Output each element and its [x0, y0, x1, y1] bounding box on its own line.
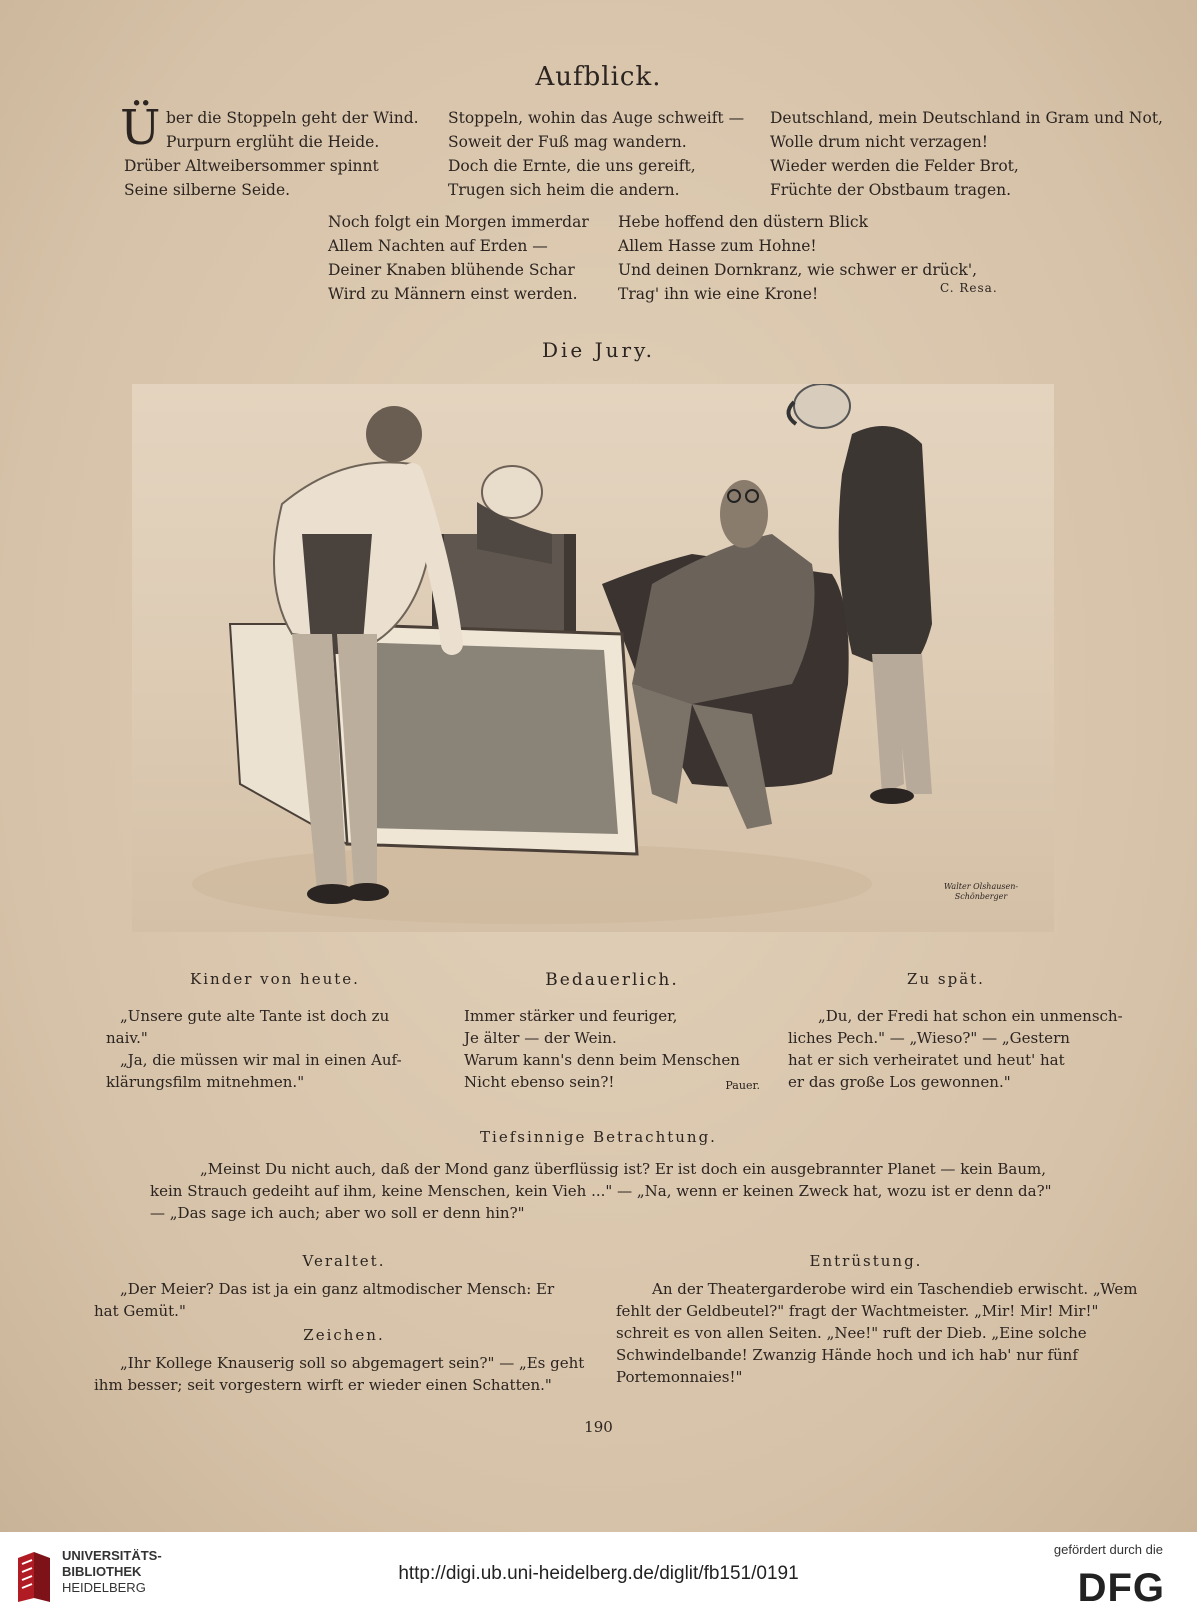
funded-by-label: gefördert durch die	[1053, 1542, 1163, 1557]
cartoon-title: Die Jury.	[541, 338, 656, 362]
verse-line: ber die Stoppeln geht der Wind.	[166, 109, 419, 127]
verse-line: Wolle drum nicht verzagen!	[770, 133, 988, 151]
text-line: klärungsfilm mitnehmen."	[106, 1073, 305, 1091]
text-line: naiv."	[106, 1029, 148, 1047]
library-line-2: BIBLIOTHEK	[62, 1564, 142, 1579]
verse-line: Allem Hasse zum Hohne!	[618, 237, 817, 255]
text-line: Immer stärker und feuriger,	[464, 1007, 678, 1025]
text-line: ihm besser; seit vorgestern wirft er wieder einen Schatten."	[94, 1376, 552, 1394]
text-line: An der Theatergarderobe wird ein Taschendieb erwischt. „Wem	[652, 1280, 1138, 1298]
text-line: „Unsere gute alte Tante ist doch zu	[120, 1007, 390, 1025]
verse-line: Wird zu Männern einst werden.	[328, 285, 578, 303]
text-line: Warum kann's denn beim Menschen	[464, 1051, 740, 1069]
verse-line: Trugen sich heim die andern.	[448, 181, 680, 199]
poem-stanza-4	[328, 210, 589, 306]
text-line: kein Strauch gedeiht auf ihm, keine Menschen, kein Vieh ..." — „Na, wenn er keinen Zweck hat, wozu ist er denn da?"	[150, 1182, 1052, 1200]
dfg-logo: DFG	[1077, 1566, 1165, 1610]
zeichen-title: Zeichen.	[303, 1326, 385, 1344]
text-line: fehlt der Geldbeutel?" fragt der Wachtmeister. „Mir! Mir! Mir!"	[616, 1302, 1099, 1320]
footer-bar	[0, 1532, 1197, 1622]
library-line-1: UNIVERSITÄTS-	[62, 1548, 162, 1563]
verse-line: Trag' ihn wie eine Krone!	[618, 285, 819, 303]
text-line: „Meinst Du nicht auch, daß der Mond ganz überflüssig ist? Er ist doch ein ausgebrannter Planet — kein Baum,	[200, 1160, 1046, 1178]
poem-stanza-1	[124, 106, 419, 202]
zeichen-text	[94, 1352, 594, 1396]
text-line: „Ja, die müssen wir mal in einen Auf-	[120, 1051, 402, 1069]
verse-line: Seine silberne Seide.	[124, 181, 291, 199]
poem-author: C. Resa.	[940, 281, 998, 295]
veraltet-title: Veraltet.	[302, 1252, 386, 1270]
text-line: Je älter — der Wein.	[464, 1029, 617, 1047]
verse-line: Purpurn erglüht die Heide.	[166, 133, 380, 151]
kinder-text	[106, 1005, 444, 1093]
cartoon-drawing	[132, 384, 1054, 932]
text-line: „Der Meier? Das ist ja ein ganz altmodischer Mensch: Er	[120, 1280, 555, 1298]
bedauerlich-text	[464, 1005, 760, 1093]
document-url-link[interactable]: http://digi.ub.uni-heidelberg.de/diglit/fb151/0191	[398, 1563, 799, 1584]
verse-line: Hebe hoffend den düstern Blick	[618, 213, 869, 231]
verse-line: Deiner Knaben blühende Schar	[328, 261, 575, 279]
text-line: „Du, der Fredi hat schon ein unmensch-	[818, 1007, 1123, 1025]
poem-stanza-5	[618, 210, 977, 306]
text-line: hat Gemüt."	[94, 1302, 186, 1320]
verse-line: Noch folgt ein Morgen immerdar	[328, 213, 589, 231]
poem-dropcap: Ü	[120, 100, 161, 156]
tiefsinnige-title: Tiefsinnige Betrachtung.	[480, 1128, 717, 1146]
kinder-title: Kinder von heute.	[190, 970, 360, 988]
artist-signature: Walter Olshausen-Schönberger	[943, 882, 1019, 901]
text-line: hat er sich verheiratet und heut' hat	[788, 1051, 1065, 1069]
entruestung-text	[616, 1278, 1138, 1388]
poem-title: Aufblick.	[535, 62, 662, 92]
text-line: liches Pech." — „Wieso?" — „Gestern	[788, 1029, 1070, 1047]
verse-line: Wieder werden die Felder Brot,	[770, 157, 1019, 175]
text-line: „Ihr Kollege Knauserig soll so abgemagert sein?" — „Es geht	[120, 1354, 585, 1372]
poem-stanza-3	[770, 106, 1163, 202]
verse-line: Doch die Ernte, die uns gereift,	[448, 157, 696, 175]
text-line: schreit es von allen Seiten. „Nee!" ruft der Dieb. „Eine solche	[616, 1324, 1087, 1342]
verse-line: Früchte der Obstbaum tragen.	[770, 181, 1012, 199]
entruestung-title: Entrüstung.	[809, 1252, 923, 1270]
verse-line: Stoppeln, wohin das Auge schweift —	[448, 109, 745, 127]
text-line: er das große Los gewonnen."	[788, 1073, 1011, 1091]
zuspaet-text	[788, 1005, 1123, 1093]
text-line: Nicht ebenso sein?!	[464, 1073, 615, 1091]
bedauerlich-author: Pauer.	[725, 1079, 760, 1092]
verse-line: Soweit der Fuß mag wandern.	[448, 133, 687, 151]
text-line: — „Das sage ich auch; aber wo soll er denn hin?"	[150, 1204, 525, 1222]
verse-line: Drüber Altweibersommer spinnt	[124, 157, 379, 175]
cartoon-illustration	[132, 384, 1054, 932]
verse-line: Deutschland, mein Deutschland in Gram und Not,	[770, 109, 1163, 127]
verse-line: Allem Nachten auf Erden —	[328, 237, 548, 255]
veraltet-text	[94, 1278, 594, 1322]
page-number: 190	[584, 1418, 613, 1436]
verse-line: Und deinen Dornkranz, wie schwer er drück',	[618, 261, 978, 279]
tiefsinnige-text	[130, 1158, 1080, 1224]
poem-stanza-2	[448, 106, 744, 202]
bedauerlich-title: Bedauerlich.	[545, 970, 679, 990]
zuspaet-title: Zu spät.	[907, 970, 985, 988]
text-line: Portemonnaies!"	[616, 1368, 743, 1386]
library-line-3: HEIDELBERG	[62, 1580, 146, 1595]
text-line: Schwindelbande! Zwanzig Hände hoch und ich hab' nur fünf	[616, 1346, 1078, 1364]
